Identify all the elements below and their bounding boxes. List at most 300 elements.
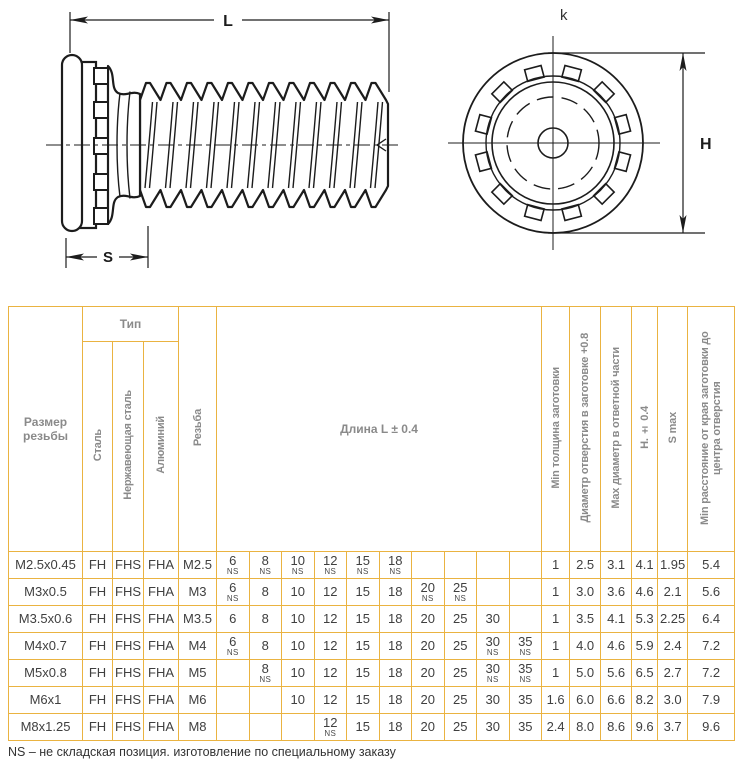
cell-s-max (658, 714, 688, 741)
cell-value: 20 (420, 611, 435, 626)
cell-value: 10 (290, 611, 305, 626)
cell-hole-diameter (570, 633, 601, 660)
cell-length-8 (477, 714, 510, 741)
cell-value: 20 (420, 719, 435, 734)
cell-length-0 (217, 660, 250, 687)
cell-value: 1.95 (659, 557, 686, 572)
cell-value: 30 (485, 661, 500, 676)
cell-length-9 (509, 633, 542, 660)
cell-size (9, 714, 83, 741)
cell-value: 10 (290, 665, 305, 680)
cell-max-diameter (601, 606, 632, 633)
cell-value: FH (88, 638, 107, 653)
cell-min-thickness (542, 633, 570, 660)
cell-value: M3.5 (183, 611, 212, 626)
ns-mark: NS (291, 567, 304, 576)
cell-value: 6 (229, 580, 237, 595)
cell-value: 3.1 (607, 557, 626, 572)
cell-length-8 (477, 660, 510, 687)
header-min-edge (688, 307, 735, 552)
cell-value: FHA (148, 719, 174, 734)
cell-value: FHA (148, 557, 174, 572)
cell-value: FHA (148, 665, 174, 680)
cell-min-edge (688, 660, 735, 687)
cell-value: 1 (551, 611, 560, 626)
ns-mark: NS (486, 675, 499, 684)
cell-value: 25 (453, 611, 468, 626)
cell-value: 15 (355, 719, 370, 734)
cell-length-1 (249, 552, 282, 579)
cell-length-2 (282, 606, 315, 633)
cell-stainless (113, 579, 144, 606)
cell-aluminum (144, 606, 179, 633)
cell-h (632, 660, 658, 687)
cell-value: 5.6 (702, 584, 721, 599)
cell-s-max (658, 633, 688, 660)
table-row (9, 579, 735, 606)
cell-value: 25 (453, 665, 468, 680)
center-cross (448, 36, 660, 250)
cell-length-1 (249, 606, 282, 633)
ns-mark: NS (226, 594, 239, 603)
ns-mark: NS (421, 594, 434, 603)
header-h-label: H. ± 0.4 (638, 406, 651, 449)
cell-length-7 (444, 660, 477, 687)
cell-length-5 (379, 606, 412, 633)
cell-value: M5 (188, 665, 207, 680)
ns-mark: NS (486, 648, 499, 657)
cell-max-diameter (601, 687, 632, 714)
cell-value: 12 (323, 692, 338, 707)
cell-length-0 (217, 606, 250, 633)
cell-min-thickness (542, 714, 570, 741)
cell-value: 10 (290, 692, 305, 707)
cell-length-6 (412, 687, 445, 714)
cell-value: 3.6 (607, 584, 626, 599)
cell-value: 30 (485, 692, 500, 707)
cell-value: FHA (148, 584, 174, 599)
cell-value: 6 (229, 611, 237, 626)
cell-length-0 (217, 687, 250, 714)
cell-size (9, 579, 83, 606)
cell-value: 18 (388, 611, 403, 626)
cell-value: M6 (188, 692, 207, 707)
cell-stainless (113, 552, 144, 579)
cell-length-0 (217, 552, 250, 579)
cell-length-9 (509, 660, 542, 687)
cell-hole-diameter (570, 714, 601, 741)
cell-value: M3 (188, 584, 207, 599)
header-h (632, 307, 658, 552)
cell-value: 3.7 (663, 719, 682, 734)
cell-length-9 (509, 687, 542, 714)
cell-min-thickness (542, 687, 570, 714)
cell-value: 35 (518, 719, 533, 734)
cell-min-thickness (542, 606, 570, 633)
cell-value: FHS (115, 638, 141, 653)
cell-value: FHS (115, 692, 141, 707)
cell-value: 30 (485, 719, 500, 734)
cell-steel (83, 606, 113, 633)
cell-value: 20 (420, 638, 435, 653)
cell-value: 10 (290, 638, 305, 653)
cell-length-5 (379, 714, 412, 741)
cell-value: 7.9 (702, 692, 721, 707)
cell-value: 25 (453, 580, 468, 595)
cell-value: 12 (323, 638, 338, 653)
cell-aluminum (144, 714, 179, 741)
header-stainless-label: Нержавеющая сталь (122, 390, 134, 500)
cell-value: 8 (261, 611, 269, 626)
cell-length-4 (347, 552, 380, 579)
table-row (9, 633, 735, 660)
ns-mark: NS (519, 675, 532, 684)
cell-value: 18 (388, 719, 403, 734)
cell-length-2 (282, 687, 315, 714)
cell-length-9 (509, 579, 542, 606)
cell-value: 20 (420, 580, 435, 595)
cell-steel (83, 660, 113, 687)
cell-value: 7.2 (702, 638, 721, 653)
cell-aluminum (144, 579, 179, 606)
cell-value: FH (88, 557, 107, 572)
cell-length-5 (379, 660, 412, 687)
cell-value: FHS (115, 557, 141, 572)
cell-value: 6.6 (607, 692, 626, 707)
cell-value: FHA (148, 638, 174, 653)
cell-length-4 (347, 633, 380, 660)
cell-min-thickness (542, 579, 570, 606)
cell-length-8 (477, 633, 510, 660)
cell-value: 12 (323, 665, 338, 680)
cell-h (632, 606, 658, 633)
cell-length-1 (249, 660, 282, 687)
cell-length-3 (314, 660, 347, 687)
header-length: Длина L ± 0.4 (217, 307, 542, 552)
cell-value: 12 (323, 553, 338, 568)
cell-value: M3.5x0.6 (18, 611, 73, 626)
cell-length-8 (477, 579, 510, 606)
cell-value: 8.6 (607, 719, 626, 734)
cell-value: FHA (148, 692, 174, 707)
cell-max-diameter (601, 714, 632, 741)
cell-value: 25 (453, 638, 468, 653)
cell-value: 6.4 (702, 611, 721, 626)
cell-value: 5.0 (576, 665, 595, 680)
cell-min-edge (688, 633, 735, 660)
cell-length-4 (347, 579, 380, 606)
cell-value: 10 (290, 584, 305, 599)
cell-length-8 (477, 687, 510, 714)
cell-value: 20 (420, 692, 435, 707)
header-thread (179, 307, 217, 552)
cell-aluminum (144, 633, 179, 660)
table-row (9, 660, 735, 687)
cell-length-1 (249, 687, 282, 714)
cell-value: 1 (551, 557, 560, 572)
cell-steel (83, 579, 113, 606)
cell-value: 2.7 (663, 665, 682, 680)
table-row (9, 606, 735, 633)
cell-value: 8.2 (635, 692, 654, 707)
cell-length-1 (249, 714, 282, 741)
cell-length-4 (347, 687, 380, 714)
cell-thread (179, 633, 217, 660)
cell-value: 5.6 (607, 665, 626, 680)
cell-value: 7.2 (702, 665, 721, 680)
cell-stainless (113, 687, 144, 714)
header-steel-label: Сталь (91, 428, 104, 462)
cell-value: FHA (148, 611, 174, 626)
header-min-thickness (542, 307, 570, 552)
cell-h (632, 633, 658, 660)
cell-value: 2.4 (663, 638, 682, 653)
cell-value: 2.1 (663, 584, 682, 599)
cell-value: 18 (388, 692, 403, 707)
cell-thread (179, 606, 217, 633)
ns-mark: NS (356, 567, 369, 576)
dim-label-L: L (223, 13, 233, 30)
header-aluminum-label: Алюминий (155, 416, 167, 474)
cell-value: M5x0.8 (24, 665, 67, 680)
cell-value: 30 (485, 611, 500, 626)
cell-value: 1 (551, 638, 560, 653)
cell-length-5 (379, 633, 412, 660)
end-view (448, 7, 712, 250)
spec-table (8, 306, 735, 741)
technical-drawing (0, 0, 748, 300)
cell-value: 12 (323, 611, 338, 626)
cell-value: M8 (188, 719, 207, 734)
cell-value: 30 (485, 634, 500, 649)
cell-h (632, 579, 658, 606)
cell-value: 2.5 (576, 557, 595, 572)
cell-value: 8 (261, 553, 269, 568)
cell-length-9 (509, 552, 542, 579)
cell-steel (83, 633, 113, 660)
cell-value: 4.6 (607, 638, 626, 653)
cell-length-0 (217, 633, 250, 660)
cell-value: 10 (290, 553, 305, 568)
cell-length-4 (347, 660, 380, 687)
cell-length-3 (314, 687, 347, 714)
cell-length-5 (379, 579, 412, 606)
cell-length-8 (477, 552, 510, 579)
cell-min-edge (688, 579, 735, 606)
cell-hole-diameter (570, 660, 601, 687)
cell-value: 6.0 (576, 692, 595, 707)
cell-thread (179, 714, 217, 741)
cell-value: 35 (518, 634, 533, 649)
header-max-diameter (601, 307, 632, 552)
ns-mark: NS (389, 567, 402, 576)
cell-value: 15 (355, 665, 370, 680)
cell-stainless (113, 633, 144, 660)
cell-length-5 (379, 552, 412, 579)
cell-length-3 (314, 579, 347, 606)
cell-steel (83, 714, 113, 741)
cell-length-8 (477, 606, 510, 633)
header-size: Размер резьбы (9, 307, 83, 552)
cell-value: 12 (323, 715, 338, 730)
cell-value: 18 (388, 553, 403, 568)
cell-length-0 (217, 579, 250, 606)
cell-value: 15 (355, 638, 370, 653)
cell-value: M2.5x0.45 (15, 557, 76, 572)
cell-value: 1 (551, 584, 560, 599)
footnote: NS – не складская позиция. изготовление по специальному заказу (8, 745, 396, 759)
cell-value: 8 (261, 661, 269, 676)
cell-value: 18 (388, 584, 403, 599)
cell-length-3 (314, 552, 347, 579)
cell-value: FHS (115, 665, 141, 680)
cell-value: 35 (518, 692, 533, 707)
header-min-edge-label: Min расстояние от края заготовки до центра отверстия (699, 330, 724, 525)
cell-steel (83, 687, 113, 714)
cell-value: 9.6 (702, 719, 721, 734)
cell-hole-diameter (570, 606, 601, 633)
cell-length-6 (412, 579, 445, 606)
cell-value: 15 (355, 611, 370, 626)
cell-value: M4x0.7 (24, 638, 67, 653)
cell-value: 12 (323, 584, 338, 599)
cell-value: 18 (388, 638, 403, 653)
cell-aluminum (144, 552, 179, 579)
cell-value: FH (88, 611, 107, 626)
ns-mark: NS (259, 675, 272, 684)
cell-length-7 (444, 579, 477, 606)
cell-min-thickness (542, 552, 570, 579)
dim-label-H: H (700, 136, 712, 153)
cell-max-diameter (601, 552, 632, 579)
cell-length-7 (444, 633, 477, 660)
cell-value: 8 (261, 638, 269, 653)
cell-value: 9.6 (635, 719, 654, 734)
ns-mark: NS (259, 567, 272, 576)
cell-value: FH (88, 692, 107, 707)
header-thread-label: Резьба (191, 408, 204, 447)
cell-s-max (658, 606, 688, 633)
ns-mark: NS (226, 567, 239, 576)
cell-min-edge (688, 714, 735, 741)
ns-mark: NS (454, 594, 467, 603)
cell-thread (179, 579, 217, 606)
cell-value: 6 (229, 553, 237, 568)
cell-value: 3.0 (663, 692, 682, 707)
cell-max-diameter (601, 579, 632, 606)
cell-value: M4 (188, 638, 207, 653)
cell-aluminum (144, 687, 179, 714)
cell-value: 35 (518, 661, 533, 676)
cell-value: 5.3 (635, 611, 654, 626)
cell-value: 3.5 (576, 611, 595, 626)
cell-max-diameter (601, 660, 632, 687)
cell-min-edge (688, 552, 735, 579)
cell-length-2 (282, 660, 315, 687)
cell-length-6 (412, 552, 445, 579)
cell-length-6 (412, 606, 445, 633)
cell-length-6 (412, 660, 445, 687)
cell-length-2 (282, 633, 315, 660)
cell-thread (179, 552, 217, 579)
cell-aluminum (144, 660, 179, 687)
cell-stainless (113, 606, 144, 633)
cell-length-7 (444, 687, 477, 714)
cell-length-2 (282, 552, 315, 579)
cell-value: 8.0 (576, 719, 595, 734)
cell-value: 5.4 (702, 557, 721, 572)
header-s-max (658, 307, 688, 552)
cell-value: 20 (420, 665, 435, 680)
dim-label-k: k (560, 7, 568, 24)
cell-value: 4.1 (635, 557, 654, 572)
cell-value: FHS (115, 719, 141, 734)
cell-value: 25 (453, 719, 468, 734)
header-type-group: Тип (83, 307, 179, 342)
cell-s-max (658, 552, 688, 579)
cell-length-9 (509, 714, 542, 741)
cell-length-4 (347, 714, 380, 741)
cell-length-2 (282, 579, 315, 606)
ns-mark: NS (324, 567, 337, 576)
cell-max-diameter (601, 633, 632, 660)
cell-value: M8x1.25 (20, 719, 71, 734)
cell-length-0 (217, 714, 250, 741)
cell-size (9, 633, 83, 660)
cell-value: 6 (229, 634, 237, 649)
cell-value: FHS (115, 611, 141, 626)
cell-length-7 (444, 714, 477, 741)
header-s-max-label: S max (666, 411, 679, 444)
cell-length-6 (412, 714, 445, 741)
cell-size (9, 606, 83, 633)
cell-value: FH (88, 584, 107, 599)
table-body (9, 552, 735, 741)
header-hole-diameter-label: Диаметр отверстия в заготовке +0.8 (579, 332, 592, 523)
cell-length-3 (314, 633, 347, 660)
header-min-thickness-label: Min толщина заготовки (549, 366, 562, 489)
table-row (9, 687, 735, 714)
header-hole-diameter (570, 307, 601, 552)
cell-hole-diameter (570, 579, 601, 606)
cell-value: M2.5 (183, 557, 212, 572)
cell-value: 15 (355, 553, 370, 568)
side-view (46, 12, 402, 268)
cell-value: 18 (388, 665, 403, 680)
cell-length-1 (249, 579, 282, 606)
cell-length-5 (379, 687, 412, 714)
cell-s-max (658, 660, 688, 687)
cell-value: 6.5 (635, 665, 654, 680)
ns-mark: NS (226, 648, 239, 657)
cell-value: FH (88, 665, 107, 680)
cell-length-9 (509, 606, 542, 633)
cell-value: FH (88, 719, 107, 734)
cell-value: 1.6 (546, 692, 565, 707)
cell-thread (179, 687, 217, 714)
cell-s-max (658, 579, 688, 606)
cell-min-edge (688, 687, 735, 714)
cell-stainless (113, 660, 144, 687)
cell-thread (179, 660, 217, 687)
cell-length-3 (314, 606, 347, 633)
cell-min-thickness (542, 660, 570, 687)
cell-value: M3x0.5 (24, 584, 67, 599)
ns-mark: NS (519, 648, 532, 657)
table-row (9, 714, 735, 741)
cell-length-7 (444, 606, 477, 633)
cell-value: FHS (115, 584, 141, 599)
